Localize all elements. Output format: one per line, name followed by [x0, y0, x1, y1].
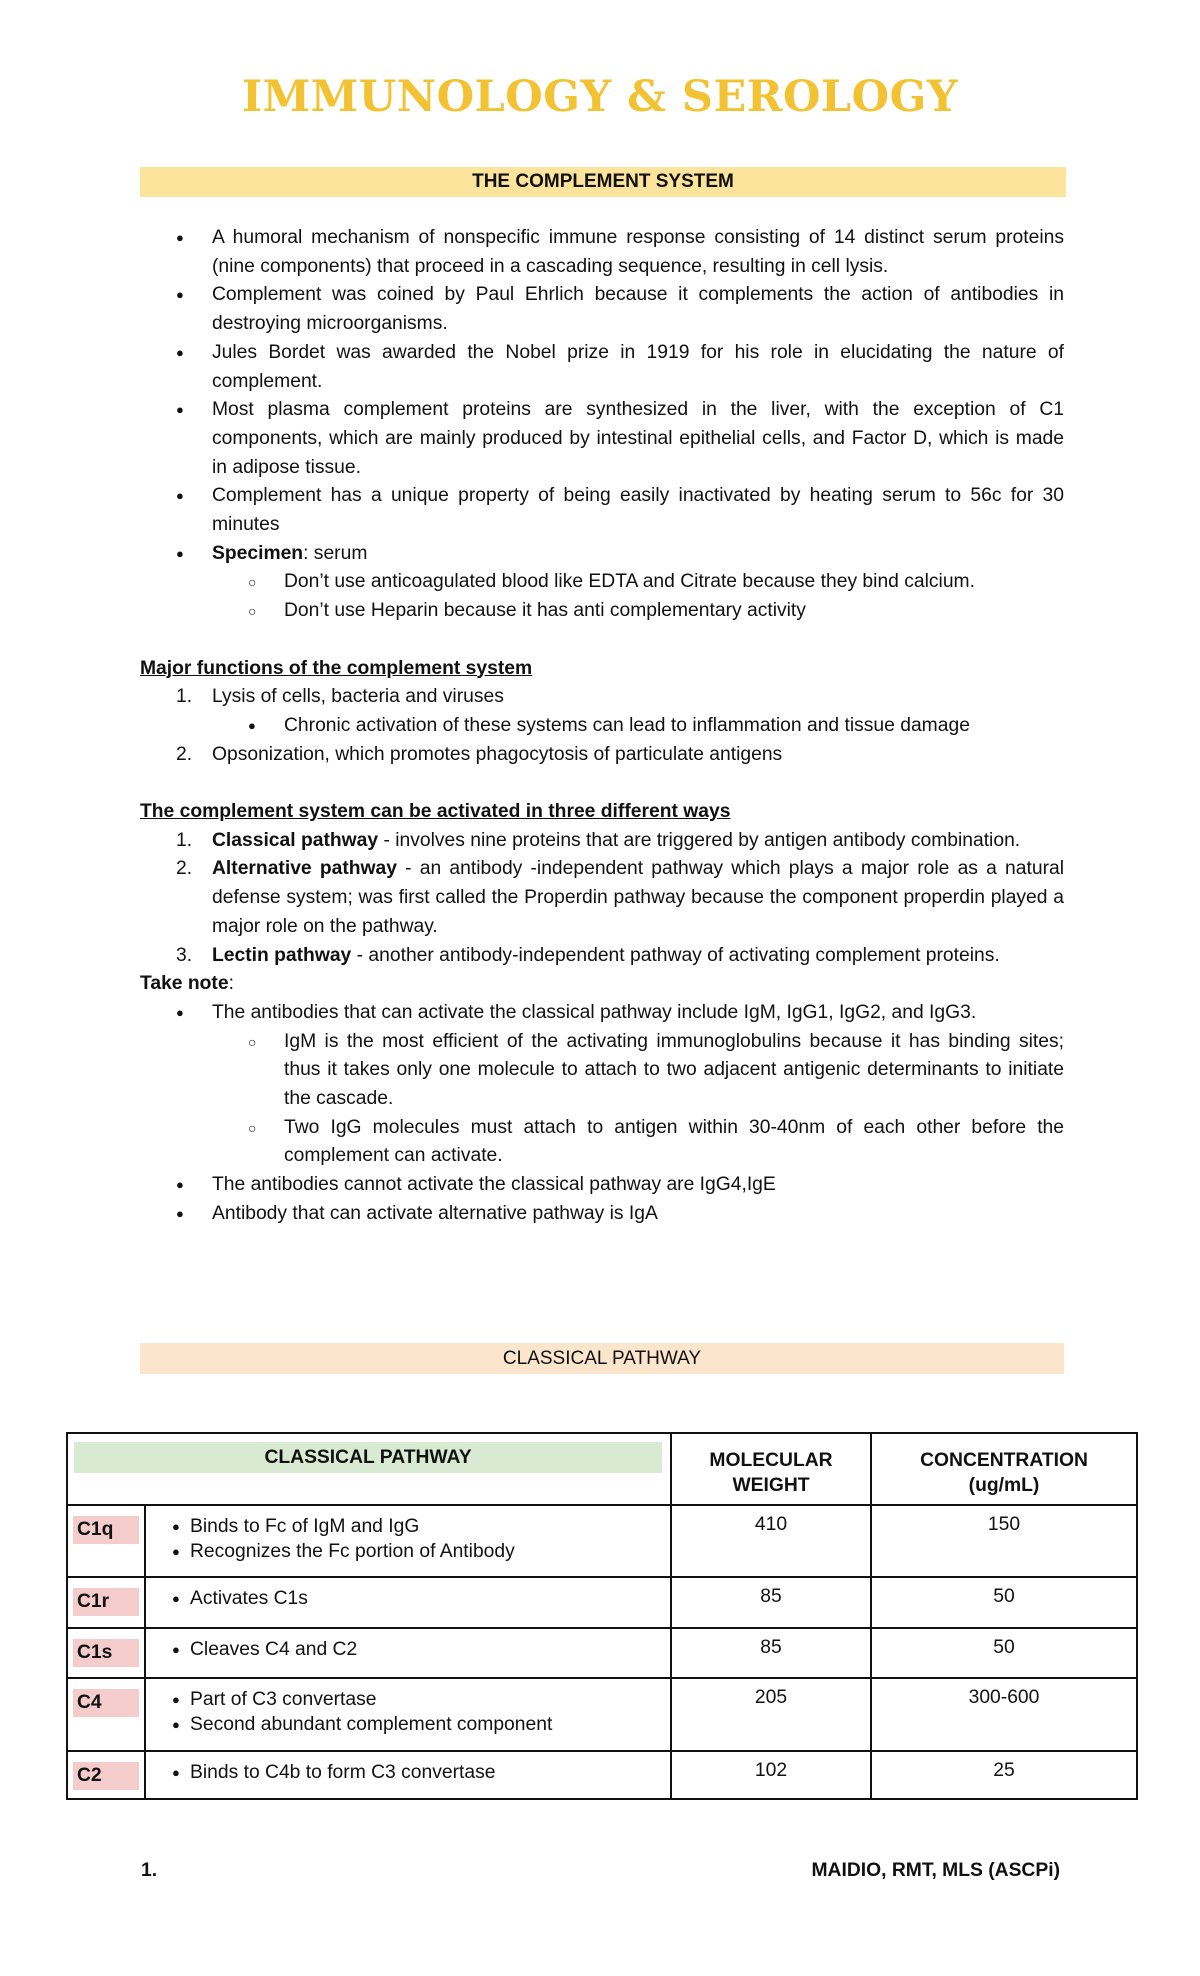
bullet-icon: ●: [176, 488, 184, 504]
classical-pathway-band: CLASSICAL PATHWAY: [140, 1343, 1064, 1374]
molecular-weight-cell: 85: [671, 1577, 871, 1628]
take-note-label: Take note:: [140, 973, 234, 995]
component-label: C1s: [73, 1639, 139, 1667]
numbered-item: 3. Lectin pathway - another antibody-independent pathway of activating complement proteins.: [176, 944, 1000, 966]
numbered-item: 2. Alternative pathway - an antibody -independent pathway which plays a major role as a natural defense system; was first called the Properdin pathway because the component properdin played a major role on the pathway.: [176, 858, 1064, 937]
component-label: C1r: [73, 1588, 139, 1616]
main-content: [140, 224, 1064, 1229]
bullet-icon: ●: [172, 1519, 180, 1534]
component-label: C1q: [73, 1516, 139, 1544]
author-credit: MAIDIO, RMT, MLS (ASCPi): [811, 1860, 1060, 1881]
component-label: C4: [73, 1689, 139, 1717]
table-row: C2 ● Binds to C4b to form C3 convertase 102 25: [67, 1751, 1137, 1799]
table-header-row: [67, 1433, 1137, 1505]
sub-list-item: ○ IgM is the most efficient of the activating immunoglobulins because it has binding sites; thus it takes only one molecule to attach to two adjacent antigenic determinants to initiate the cascade.: [140, 1028, 1064, 1114]
concentration-cell: 25: [871, 1751, 1137, 1799]
bullet-icon: ●: [176, 545, 184, 561]
bullet-icon: ●: [176, 1177, 184, 1193]
specimen-label: Specimen: [212, 542, 304, 564]
section-title-band: THE COMPLEMENT SYSTEM: [140, 167, 1066, 197]
molecular-weight-cell: 85: [671, 1628, 871, 1678]
list-item: ● Jules Bordet was awarded the Nobel prize in 1919 for his role in elucidating the nature of complement.: [140, 339, 1064, 396]
circle-bullet-icon: ○: [248, 1119, 257, 1136]
header-molecular-weight: MOLECULAR WEIGHT: [671, 1433, 871, 1505]
component-label: C2: [73, 1762, 139, 1790]
page-number: 1.: [141, 1860, 158, 1881]
list-item: ● The antibodies that can activate the classical pathway include IgM, IgG1, IgG2, and IgG3.: [140, 999, 1064, 1028]
table-row: C1r ● Activates C1s 85 50: [67, 1577, 1137, 1628]
list-item: ● Antibody that can activate alternative pathway is IgA: [140, 1200, 1064, 1229]
circle-bullet-icon: ○: [248, 603, 257, 620]
classical-pathway-table: [66, 1432, 1138, 1800]
sub-list-item: ○ Two IgG molecules must attach to antigen within 30-40nm of each other before the complement can activate.: [140, 1114, 1064, 1171]
bullet-icon: ●: [172, 1591, 180, 1606]
bullet-icon: ●: [176, 230, 184, 245]
numbered-item: 1. Lysis of cells, bacteria and viruses: [176, 686, 504, 708]
list-item-specimen: ● Specimen: serum: [140, 540, 1064, 569]
list-item: ● Most plasma complement proteins are synthesized in the liver, with the exception of C1 components, which are mainly produced by intestinal epithelial cells, and Factor D, which is made in adipose tissue.: [140, 396, 1064, 482]
numbered-item: 2. Opsonization, which promotes phagocytosis of particulate antigens: [176, 743, 783, 765]
sub-list-item: ○ Don’t use Heparin because it has anti complementary activity: [140, 597, 1064, 626]
bullet-icon: ●: [172, 1642, 180, 1657]
header-concentration: CONCENTRATION (ug/mL): [871, 1433, 1137, 1505]
circle-bullet-icon: ○: [248, 574, 257, 591]
bullet-icon: ●: [176, 344, 184, 360]
bullet-icon: ●: [176, 287, 184, 303]
concentration-cell: 50: [871, 1628, 1137, 1678]
molecular-weight-cell: 410: [671, 1505, 871, 1577]
list-item: ● A humoral mechanism of nonspecific immune response consisting of 14 distinct serum proteins (nine components) that proceed in a cascading sequence, resulting in cell lysis.: [140, 224, 1064, 281]
list-item: ● Complement has a unique property of being easily inactivated by heating serum to 56c for 30 minutes: [140, 482, 1064, 539]
functions-heading: Major functions of the complement system: [140, 657, 533, 679]
bullet-icon: ●: [176, 402, 184, 418]
molecular-weight-cell: 205: [671, 1678, 871, 1751]
list-item: ● The antibodies cannot activate the classical pathway are IgG4,IgE: [140, 1171, 1064, 1200]
list-item: ● Complement was coined by Paul Ehrlich because it complements the action of antibodies in destroying microorganisms.: [140, 281, 1064, 338]
page-title: IMMUNOLOGY & SEROLOGY: [241, 72, 959, 122]
sub-list-item: ○ Don’t use anticoagulated blood like EDTA and Citrate because they bind calcium.: [140, 568, 1064, 597]
circle-bullet-icon: ○: [248, 1033, 257, 1050]
header-classical-pathway: CLASSICAL PATHWAY: [67, 1433, 671, 1505]
bullet-icon: ●: [172, 1544, 180, 1559]
bullet-icon: ●: [176, 1205, 184, 1221]
concentration-cell: 300-600: [871, 1678, 1137, 1751]
bullet-icon: ●: [248, 717, 256, 733]
table-row: C4 ● Part of C3 convertase ● Second abundant complement component 205 300-600: [67, 1678, 1137, 1751]
concentration-cell: 150: [871, 1505, 1137, 1577]
table-row: C1s ● Cleaves C4 and C2 85 50: [67, 1628, 1137, 1678]
table-row: C1q ● Binds to Fc of IgM and IgG ● Recognizes the Fc portion of Antibody 410 150: [67, 1505, 1137, 1577]
bullet-icon: ●: [176, 1004, 184, 1020]
bullet-icon: ●: [172, 1692, 180, 1707]
bullet-icon: ●: [172, 1765, 180, 1780]
activation-heading: The complement system can be activated in three different ways: [140, 801, 731, 823]
concentration-cell: 50: [871, 1577, 1137, 1628]
numbered-item: 1. Classical pathway - involves nine proteins that are triggered by antigen antibody combination.: [176, 829, 1021, 851]
sub-list-item: ● Chronic activation of these systems can lead to inflammation and tissue damage: [140, 712, 1064, 741]
bullet-icon: ●: [172, 1717, 180, 1732]
molecular-weight-cell: 102: [671, 1751, 871, 1799]
